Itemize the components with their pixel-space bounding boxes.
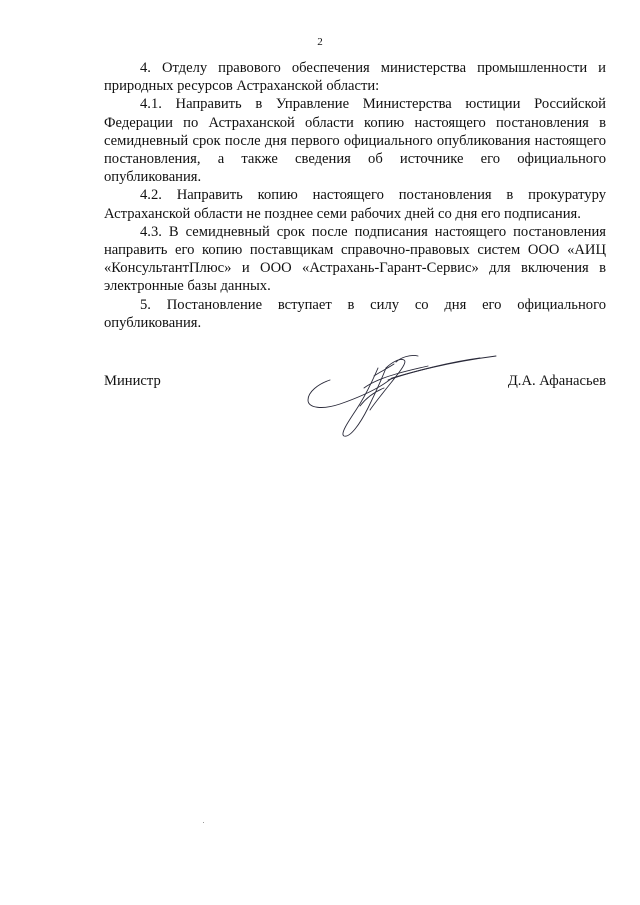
paragraph-4-1: 4.1. Направить в Управление Министерства юстиции Российской Федерации по Астраханской области копию настоящего постановления в семидневный срок после дня первого официального опубликования настоящего постановления, а также сведения об источнике его официального опубликования. xyxy=(104,96,606,186)
paragraph-4-2: 4.2. Направить копию настоящего постановления в прокуратуру Астраханской области не позднее семи рабочих дней со дня его подписания. xyxy=(104,187,606,222)
scan-speck xyxy=(203,822,204,823)
signatory-title: Министр xyxy=(104,373,161,389)
handwritten-signature xyxy=(300,348,500,443)
paragraph-4: 4. Отделу правового обеспечения министерства промышленности и природных ресурсов Астраханской области: xyxy=(104,60,606,95)
body-text xyxy=(104,59,606,332)
paragraph-5: 5. Постановление вступает в силу со дня его официального опубликования. xyxy=(104,296,606,331)
page-number: 2 xyxy=(317,36,323,48)
paragraph-4-3: 4.3. В семидневный срок после подписания настоящего постановления направить его копию поставщикам справочно-правовых систем ООО «АИЦ «КонсультантПлюс» и ООО «Астрахань-Гарант-Сервис» для включения в электронные базы данных. xyxy=(104,223,606,295)
signatory-name: Д.А. Афанасьев xyxy=(507,373,606,389)
